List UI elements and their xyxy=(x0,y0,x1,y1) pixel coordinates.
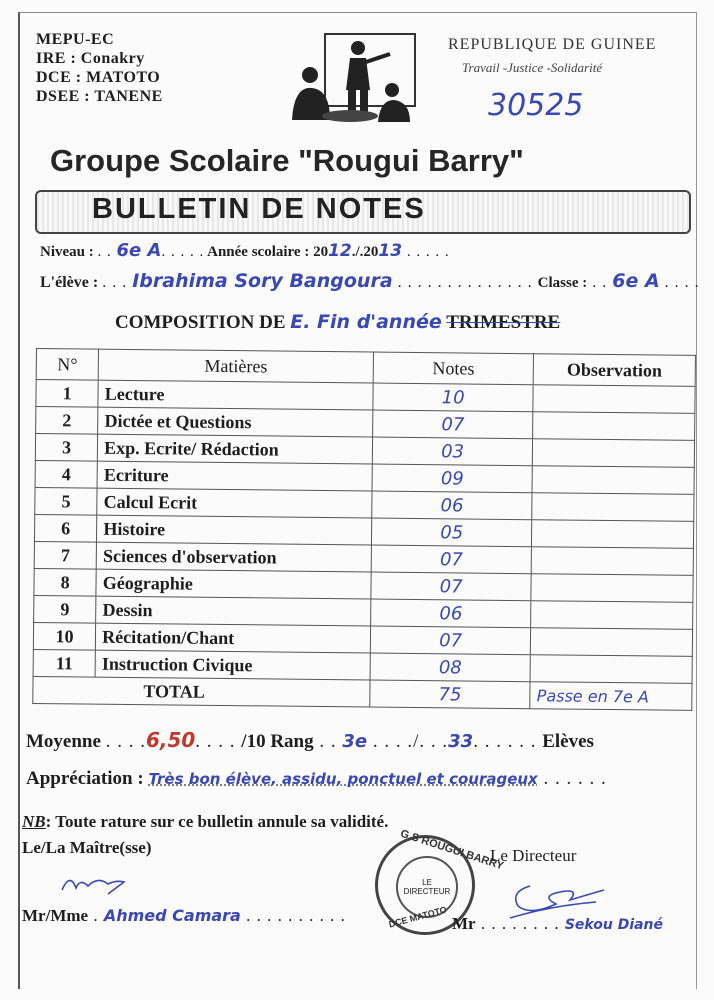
niveau-value: 6e A xyxy=(116,240,162,261)
row-observation xyxy=(533,439,695,468)
row-note: 07 xyxy=(370,626,531,655)
appreciation-label: Appréciation : xyxy=(26,768,144,789)
moyenne-value: 6,50 xyxy=(145,728,196,752)
row-subject: Exp. Ecrite/ Rédaction xyxy=(98,434,373,464)
row-number: 1 xyxy=(36,380,99,408)
row-number: 9 xyxy=(34,595,97,623)
niveau-row: Niveau : . . 6e A. . . . . Année scolaire : 2012./.2013 . . . . . xyxy=(40,240,450,261)
row-observation xyxy=(531,574,693,603)
row-subject: Dictée et Questions xyxy=(98,407,373,437)
stamp-center-text: LE DIRECTEUR xyxy=(403,878,451,896)
composition-row xyxy=(115,311,560,334)
row-note: 07 xyxy=(371,545,532,574)
row-subject: Dessin xyxy=(96,596,371,626)
grades-table xyxy=(32,348,696,711)
row-number: 5 xyxy=(35,487,98,515)
republic-motto: Travail -Justice -Solidarité xyxy=(462,60,603,75)
row-number: 4 xyxy=(35,460,98,488)
row-number: 8 xyxy=(34,568,97,596)
moyenne-suffix: /10 xyxy=(241,731,266,752)
effectif-value: 33 xyxy=(448,731,474,752)
moyenne-label: Moyenne xyxy=(26,731,101,752)
row-note: 06 xyxy=(372,491,533,520)
rang-value: 3e xyxy=(342,731,368,752)
mr-row: Mr/Mme . Ahmed Camara . . . . . . . . . . xyxy=(22,906,346,925)
appreciation-row: Appréciation : Très bon élève, assidu, ponctuel et courageux . . . . . . xyxy=(26,768,607,789)
row-observation xyxy=(532,493,694,522)
row-observation xyxy=(531,601,693,630)
stamp-bottom-text: DCE MATOTO xyxy=(387,904,448,930)
document-number: 30525 xyxy=(488,88,584,123)
row-number: 7 xyxy=(34,541,97,569)
directeur-name: Sekou Diané xyxy=(564,917,664,933)
row-subject: Lecture xyxy=(98,380,373,410)
annee-end: 13 xyxy=(378,241,403,261)
maitre-label: Le/La Maître(sse) xyxy=(22,838,152,857)
directeur-label: Le Directeur xyxy=(490,846,577,865)
composition-value: E. Fin d'année xyxy=(290,311,442,333)
row-observation xyxy=(533,385,695,414)
nb-row xyxy=(22,812,388,832)
maitre-name: Ahmed Camara xyxy=(103,906,241,925)
eleve-name: Ibrahima Sory Bangoura xyxy=(132,270,393,292)
annee-start: 12 xyxy=(328,241,352,261)
appreciation-value: Très bon élève, assidu, ponctuel et courageux xyxy=(148,770,538,788)
total-label: TOTAL xyxy=(33,676,370,707)
republic-name: REPUBLIQUE DE GUINEE xyxy=(448,36,657,53)
row-note: 07 xyxy=(373,410,534,439)
ire-line: IRE : Conakry xyxy=(36,50,145,67)
row-number: 6 xyxy=(34,514,97,542)
trimestre-struck: TRIMESTRE xyxy=(446,312,561,333)
header-notes: Notes xyxy=(373,352,534,385)
row-observation xyxy=(531,628,693,657)
mr-right-label: Mr xyxy=(452,914,476,933)
dce-line: DCE : MATOTO xyxy=(36,69,161,86)
eleve-label: L'élève : xyxy=(40,274,99,291)
maitre-signature xyxy=(58,868,138,898)
row-note: 05 xyxy=(371,518,532,547)
row-observation xyxy=(532,466,694,495)
nb-text: : Toute rature sur ce bulletin annule sa validité. xyxy=(45,812,389,831)
school-name: Groupe Scolaire "Rougui Barry" xyxy=(50,143,524,178)
row-subject: Géographie xyxy=(96,569,371,599)
classe-label: Classe : xyxy=(537,275,588,291)
header-observation: Observation xyxy=(533,354,695,387)
row-note: 06 xyxy=(371,599,532,628)
row-note: 10 xyxy=(373,383,534,412)
mr-right-row: Mr . . . . . . . . Sekou Diané xyxy=(452,914,664,933)
row-number: 3 xyxy=(35,434,98,462)
row-subject: Calcul Ecrit xyxy=(97,488,372,518)
moyenne-row: Moyenne . . . .6,50. . . . /10 Rang . . 3e . . . ./. . .33. . . . . . Elèves xyxy=(26,728,594,752)
row-number: 10 xyxy=(33,622,96,650)
row-number: 2 xyxy=(36,407,99,435)
row-observation xyxy=(530,655,692,684)
header-subject: Matières xyxy=(98,349,373,383)
niveau-label: Niveau : xyxy=(40,244,94,260)
row-subject: Instruction Civique xyxy=(95,650,370,680)
row-observation xyxy=(532,520,694,549)
row-subject: Récitation/Chant xyxy=(96,623,371,653)
row-subject: Histoire xyxy=(97,515,372,545)
classroom-illustration xyxy=(280,30,420,125)
annee-label: Année scolaire : 20 xyxy=(207,244,329,260)
total-value: 75 xyxy=(370,680,531,709)
row-observation xyxy=(532,547,694,576)
mr-label: Mr/Mme xyxy=(22,906,89,925)
row-subject: Sciences d'observation xyxy=(96,542,371,572)
dsee-line: DSEE : TANENE xyxy=(36,88,163,105)
nb-label: NB xyxy=(22,812,46,831)
rang-label: Rang xyxy=(270,731,314,752)
row-observation xyxy=(533,412,695,441)
row-note: 08 xyxy=(370,653,531,682)
row-note: 03 xyxy=(372,437,533,466)
row-note: 09 xyxy=(372,464,533,493)
header-number: N° xyxy=(36,349,99,381)
document-title: BULLETIN DE NOTES xyxy=(92,193,426,225)
eleve-row: L'élève : . . . Ibrahima Sory Bangoura . . . . . . . . . . . . . . Classe : . . 6e A . . . . xyxy=(40,270,700,292)
ministry-block xyxy=(36,30,163,106)
stamp-ring-text: G.S ROUGUI BARRY xyxy=(398,827,505,873)
annee-mid: ./.20 xyxy=(351,244,379,260)
eleves-label: Elèves xyxy=(542,731,594,752)
classe-value: 6e A xyxy=(612,270,660,292)
ministry-line: MEPU-EC xyxy=(36,31,115,48)
row-number: 11 xyxy=(33,649,96,677)
row-note: 07 xyxy=(371,572,532,601)
total-observation: Passe en 7e A xyxy=(530,682,692,711)
row-subject: Ecriture xyxy=(97,461,372,491)
composition-label: COMPOSITION DE xyxy=(115,312,286,333)
